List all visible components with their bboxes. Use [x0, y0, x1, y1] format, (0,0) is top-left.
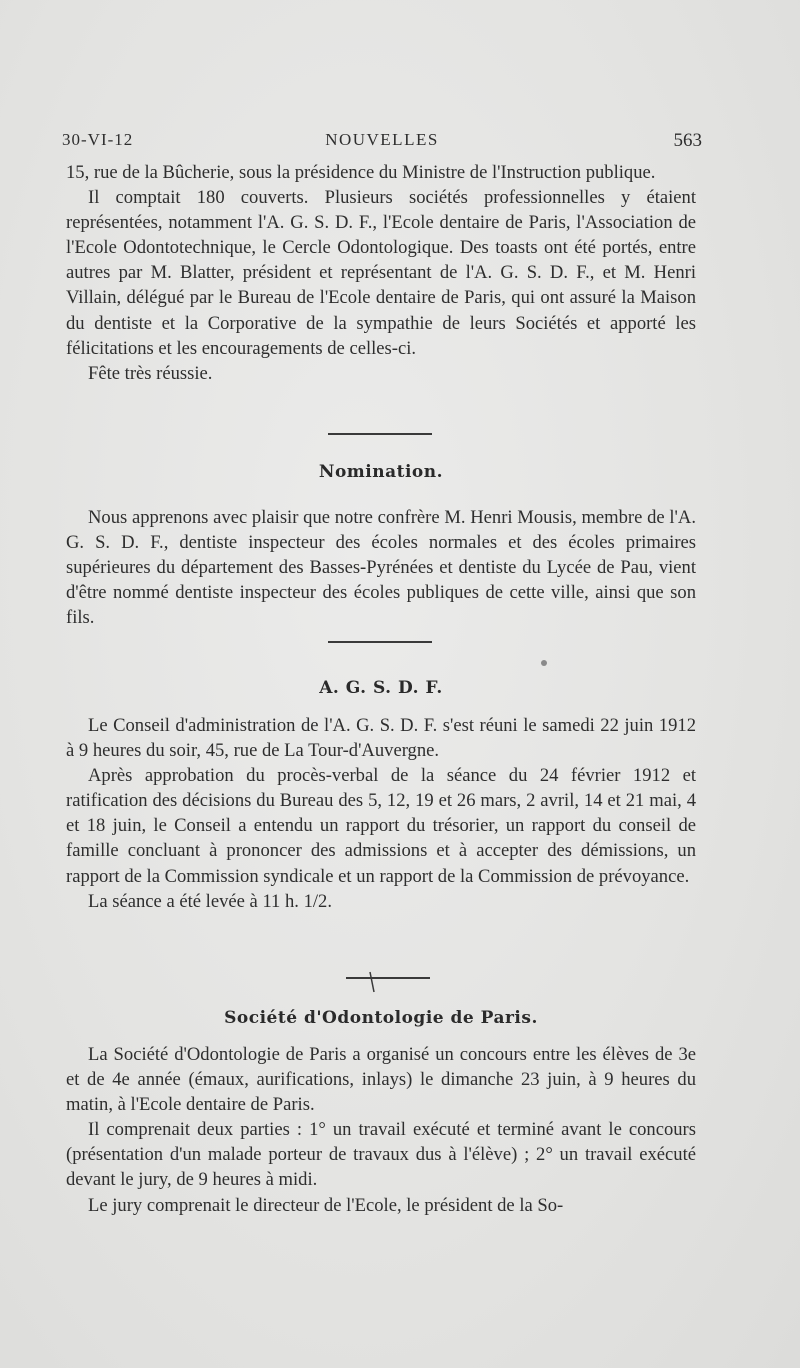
societe-block [66, 1042, 696, 1218]
paragraph: Nous apprenons avec plaisir que notre confrère M. Henri Mousis, membre de l'A. G. S. D. F., dentiste inspecteur des écoles normales et des écoles primaires supérieures du département des Basses-Pyrénées et dentiste du Lycée de Pau, vient d'être nommé dentiste inspecteur des écoles publiques de cette ville, ainsi que son fils. [66, 507, 696, 629]
paragraph: 15, rue de la Bûcherie, sous la présidence du Ministre de l'Instruction publique. [66, 162, 656, 183]
paragraph: Il comptait 180 couverts. Plusieurs sociétés professionnelles y étaient représentées, notamment l'A. G. S. D. F., l'Ecole dentaire de Paris, l'Association de l'Ecole Odontotechnique, le Cercle Odontologique. Des toasts ont été portés, entre autres par M. Blatter, président et représentant de l'A. G. S. D. F., et M. Henri Villain, délégué par le Bureau de l'Ecole dentaire de Paris, qui ont assuré la Maison du dentiste et la Corporative de la sympathie de leurs Sociétés et apporté les félicitations et les encouragements de celles-ci. [66, 187, 696, 359]
opening-block [66, 160, 696, 386]
paragraph: La Société d'Odontologie de Paris a organisé un concours entre les élèves de 3e et de 4e année (émaux, aurifications, inlays) le dimanche 23 juin, à 9 heures du matin, à l'Ecole dentaire de Paris. [66, 1044, 696, 1116]
paragraph: Après approbation du procès-verbal de la séance du 24 février 1912 et ratification des décisions du Bureau des 5, 12, 19 et 26 mars, 2 avril, 14 et 21 mai, 4 et 18 juin, le Conseil a entendu un rapport du trésorier, un rapport du conseil de famille concluant à prononcer des admissions et à accepter des démissions, un rapport de la Commission syndicale et un rapport de la Commission de prévoyance. [66, 765, 696, 887]
paragraph: Le jury comprenait le directeur de l'Ecole, le président de la So- [88, 1194, 564, 1216]
section-title-societe: Société d'Odontologie de Paris. [224, 1008, 538, 1028]
section-title-agsdf: A. G. S. D. F. [319, 678, 443, 698]
paragraph: Il comprenait deux parties : 1° un travail exécuté et terminé avant le concours (présentation d'un malade porteur de travaux dus à l'élève) ; 2° un travail exécuté devant le jury, de 9 heures à midi. [66, 1119, 696, 1191]
nomination-block [66, 505, 696, 630]
section-divider [328, 641, 432, 643]
paragraph: Le Conseil d'administration de l'A. G. S. D. F. s'est réuni le samedi 22 juin 1912 à 9 heures du soir, 45, rue de La Tour-d'Auvergne. [66, 715, 696, 762]
section-title-nomination: Nomination. [318, 462, 444, 482]
section-divider [328, 433, 432, 435]
running-header [62, 130, 702, 156]
page-number: 563 [673, 130, 702, 151]
header-date: 30-VI-12 [62, 130, 134, 149]
paragraph: La séance a été levée à 11 h. 1/2. [88, 890, 332, 912]
paragraph: Fête très réussie. [88, 362, 213, 384]
ink-speck [541, 660, 547, 666]
agsdf-block [66, 713, 696, 914]
header-section: NOUVELLES [325, 130, 439, 149]
section-divider [344, 966, 434, 994]
